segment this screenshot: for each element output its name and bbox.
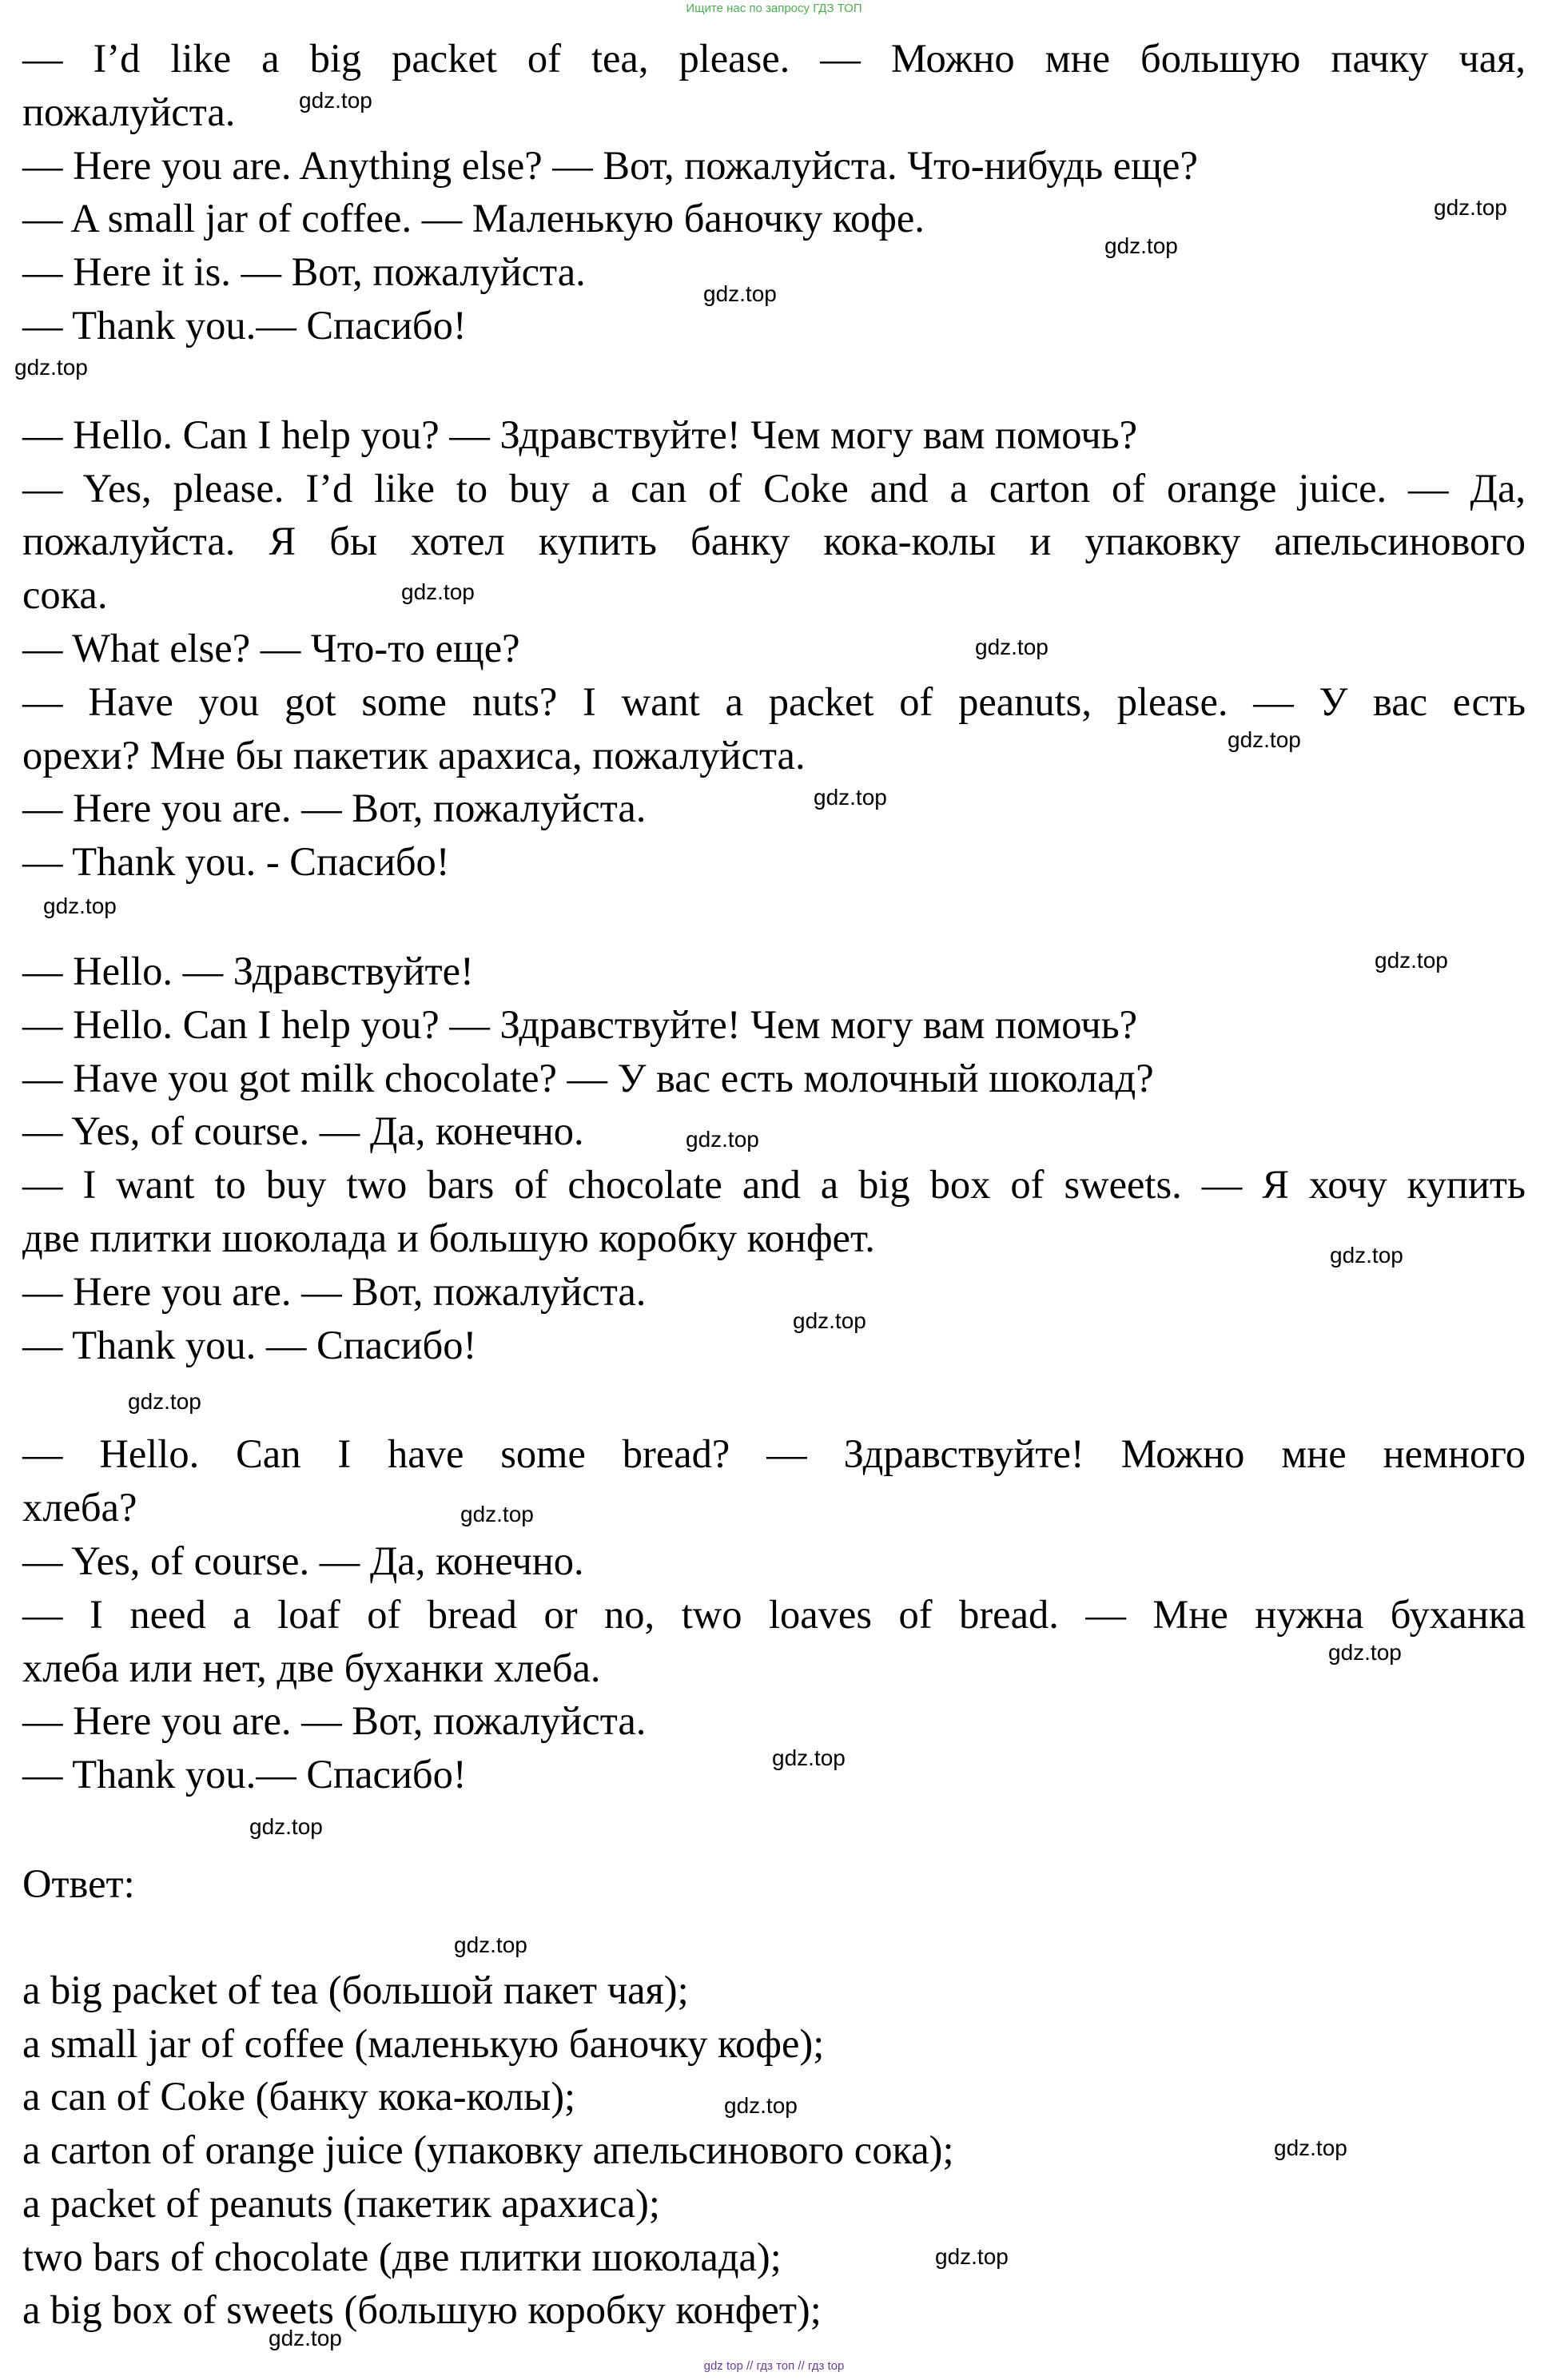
- dialog-line: — Yes, please. I’d like to buy a can of Coke and a carton of orange juice. — Да,: [22, 465, 1526, 511]
- answer-heading: Ответ:: [22, 1861, 135, 1906]
- spacer: [22, 352, 1526, 408]
- watermark: gdz.top: [1434, 195, 1507, 220]
- dialog-line: две плитки шоколада и большую коробку конфет.: [22, 1215, 875, 1260]
- dialog-line: — I need a loaf of bread or no, two loaves of bread. — Мне нужна буханка: [22, 1591, 1526, 1637]
- spacer: [22, 1801, 1526, 1857]
- dialog-line: — Thank you. - Спасибо!: [22, 839, 450, 885]
- watermark: gdz.top: [1375, 948, 1448, 973]
- dialog-line: — A small jar of coffee. — Маленькую баночку кофе.: [22, 196, 925, 241]
- dialog-line: пожалуйста. Я бы хотел купить банку кока-колы и упаковку апельсинового: [22, 519, 1526, 564]
- dialog-line: хлеба?: [22, 1485, 137, 1530]
- dialog-line: хлеба или нет, две буханки хлеба.: [22, 1645, 601, 1690]
- dialog-line: — Thank you.— Спасибо!: [22, 1752, 467, 1797]
- spacer: [22, 889, 1526, 945]
- watermark: gdz.top: [935, 2244, 1009, 2269]
- dialog-line: — Here you are. — Вот, пожалуйста.: [22, 1698, 647, 1744]
- watermark: gdz.top: [460, 1502, 534, 1526]
- answer-item: a packet of peanuts (пакетик арахиса);: [22, 2180, 660, 2226]
- dialog-line: — Yes, of course. — Да, конечно.: [22, 1538, 584, 1583]
- watermark: gdz.top: [454, 1932, 527, 1957]
- dialog-line: — What else? — Что-то еще?: [22, 625, 520, 671]
- dialog-line: — Hello. — Здравствуйте!: [22, 948, 474, 993]
- watermark: gdz.top: [1328, 1640, 1402, 1665]
- watermark: gdz.top: [43, 893, 117, 918]
- dialog-line: — Have you got milk chocolate? — У вас есть молочный шоколад?: [22, 1055, 1154, 1100]
- dialog-line: — I’d like a big packet of tea, please. — Можно мне большую пачку чая,: [22, 36, 1526, 81]
- watermark: gdz.top: [299, 88, 372, 113]
- dialog-2: [22, 408, 1526, 889]
- watermark: gdz.top: [128, 1389, 201, 1414]
- answer-item: a big packet of tea (большой пакет чая);: [22, 1967, 689, 2012]
- watermark: gdz.top: [772, 1745, 846, 1770]
- dialog-line: — Thank you. — Спасибо!: [22, 1322, 477, 1367]
- answer-item: a small jar of coffee (маленькую баночку кофе);: [22, 2020, 825, 2066]
- spacer: [22, 1371, 1526, 1427]
- dialog-line: — Hello. Can I help you? — Здравствуйте! Чем могу вам помочь?: [22, 412, 1138, 457]
- dialog-line: — Yes, of course. — Да, конечно.: [22, 1108, 584, 1154]
- dialog-line: — Hello. Can I help you? — Здравствуйте! Чем могу вам помочь?: [22, 1001, 1138, 1047]
- dialog-line: — Here you are. Anything else? — Вот, пожалуйста. Что-нибудь еще?: [22, 142, 1198, 188]
- watermark: gdz.top: [401, 579, 475, 604]
- answer-item: a big box of sweets (большую коробку конфет);: [22, 2287, 822, 2333]
- watermark: gdz.top: [14, 355, 88, 380]
- watermark: gdz.top: [269, 2326, 342, 2350]
- watermark: gdz.top: [724, 2093, 798, 2118]
- dialog-line: — Here it is. — Вот, пожалуйста.: [22, 249, 586, 295]
- watermark: gdz.top: [686, 1127, 759, 1152]
- watermark: gdz.top: [703, 281, 777, 306]
- dialog-line: сока.: [22, 572, 108, 618]
- bottom-banner: gdz top // гдз топ // гдз top: [703, 2359, 845, 2373]
- spacer: [22, 1911, 1526, 1964]
- dialog-line: — Thank you.— Спасибо!: [22, 302, 467, 348]
- dialog-line: — I want to buy two bars of chocolate and a big box of sweets. — Я хочу купить: [22, 1162, 1526, 1208]
- top-banner: Ищите нас по запросу ГДЗ ТОП: [686, 2, 862, 15]
- document-body: [22, 32, 1526, 2337]
- dialog-line: — Here you are. — Вот, пожалуйста.: [22, 1268, 647, 1314]
- dialog-line: пожалуйста.: [22, 89, 236, 134]
- dialog-line: — Have you got some nuts? I want a packet of peanuts, please. — У вас есть: [22, 679, 1526, 724]
- dialog-line: орехи? Мне бы пакетик арахиса, пожалуйста.: [22, 732, 806, 778]
- watermark: gdz.top: [1228, 727, 1301, 752]
- watermark: gdz.top: [1104, 233, 1178, 258]
- dialog-line: — Here you are. — Вот, пожалуйста.: [22, 786, 647, 831]
- answer-item: a can of Coke (банку кока-колы);: [22, 2074, 576, 2119]
- dialog-3: [22, 945, 1526, 1371]
- watermark: gdz.top: [814, 785, 887, 810]
- watermark: gdz.top: [1274, 2135, 1347, 2160]
- answer-item: a carton of orange juice (упаковку апельсинового сока);: [22, 2127, 954, 2173]
- watermark: gdz.top: [1330, 1243, 1403, 1268]
- watermark: gdz.top: [975, 635, 1049, 659]
- watermark: gdz.top: [249, 1814, 323, 1839]
- answer-item: two bars of chocolate (две плитки шоколада);: [22, 2234, 782, 2279]
- dialog-line: — Hello. Can I have some bread? — Здравствуйте! Можно мне немного: [22, 1431, 1526, 1477]
- watermark: gdz.top: [793, 1308, 866, 1333]
